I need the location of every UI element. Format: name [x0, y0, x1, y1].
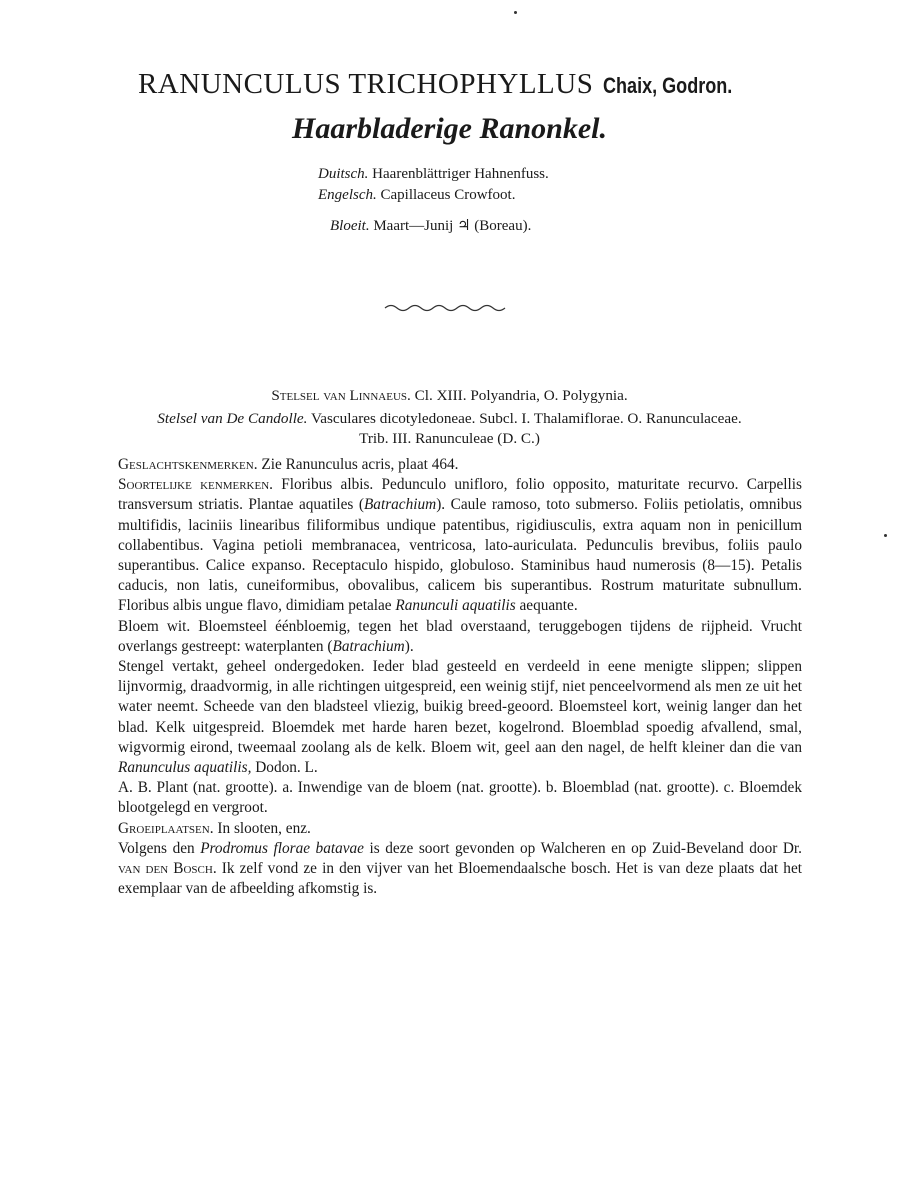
stem-description: Stengel vertakt, geheel ondergedoken. Ieder blad gesteeld en verdeeld in eene menigte slippen; slippen lijnvormig, draadvormig, in alle richtingen uitgespreid, een weinig stijf, niet penceelvormend als men ze uit het water neemt. Scheede van den bladsteel vliezig, buikig breed-geoord. Bloemsteel kort, weinig langer dan het blad. Kelk uitgespreid. Bloemdek met harde haren bezet, kogelrond. Bloemblad spoedig afvallend, smal, wigvormig eirond, tweemaal zoolang als de kelk. Bloem wit, geel aan den nagel, de helft kleiner dan die van Ranunculus aquatilis, Dodon. L. [118, 658, 802, 777]
page-title [0, 68, 899, 101]
authors: Chaix, Godron. [603, 73, 733, 98]
classification-tribe: Trib. III. Ranunculeae (D. C.) [359, 430, 540, 447]
habitat: Groeiplaatsen. In slooten, enz. [118, 819, 311, 837]
locality-note: Volgens den Prodromus florae batavae is deze soort gevonden op Walcheren en op Zuid-Beveland door Dr. van den Bosch. Ik zelf vond ze in den vijver van het Bloemendaalsche bosch. Het is van deze plaats dat het exemplaar van de afbeelding afkomstig is. [118, 839, 802, 898]
species-characters: Soortelijke kenmerken. Floribus albis. Pedunculo unifloro, folio opposito, maturitate recurvo. Carpellis transversum striatis. Plantae aquatiles (Batrachium). Caule ramoso, toto submerso. Foliis petiolatis, omnibus multifidis, laciniis linearibus filiformibus undique patentibus, rigidiusculis, extra aquam non in penicillum collabentibus. Vagina petioli membranacea, ventricosa, lato-auriculata. Pedunculis brevibus, foliis paulo superantibus. Calice expanso. Receptaculo hispido, globuloso. Staminibus haud numerosis (8—15). Petalis caducis, non latis, cuneiformibus, obovalibus, calicem bis superantibus. Rostrum maturitate subnullum. Floribus albis ungue flavo, dimidiam petalae Ranunculi aquatilis aequante. [118, 476, 802, 615]
speck-mark [884, 534, 887, 537]
genus-characters: Geslachtskenmerken. Zie Ranunculus acris, plaat 464. [118, 456, 459, 473]
common-names [318, 164, 549, 206]
speck-mark [514, 11, 517, 14]
dutch-name: Haarbladerige Ranonkel. [291, 112, 607, 145]
description-body [118, 455, 802, 899]
classification-candolle: Stelsel van De Candolle. Vasculares dicotyledoneae. Subcl. I. Thalamiflorae. O. Ranunculaceae. [157, 410, 742, 427]
flower-description: Bloem wit. Bloemsteel éénbloemig, tegen het blad overstaand, teruggebogen tijdens de rijpheid. Vrucht overlangs gestreept: waterplanten (Batrachium). [118, 617, 802, 655]
flowering-period: Bloeit. Maart—Junij ♃ (Boreau). [330, 218, 532, 234]
scientific-name: RANUNCULUS TRICHOPHYLLUS [137, 68, 594, 100]
classification-linnaeus: Stelsel van Linnaeus. Cl. XIII. Polyandria, O. Polygynia. [271, 387, 628, 404]
common-name-german: Duitsch. Haarenblättriger Hahnenfuss. [318, 166, 549, 182]
ornament-divider [383, 300, 513, 314]
figure-legend: A. B. Plant (nat. grootte). a. Inwendige van de bloem (nat. grootte). b. Bloemblad (nat. grootte). c. Bloemdek blootgelegd en vergroot. [118, 779, 802, 817]
common-name-english: Engelsch. Capillaceus Crowfoot. [318, 187, 516, 203]
